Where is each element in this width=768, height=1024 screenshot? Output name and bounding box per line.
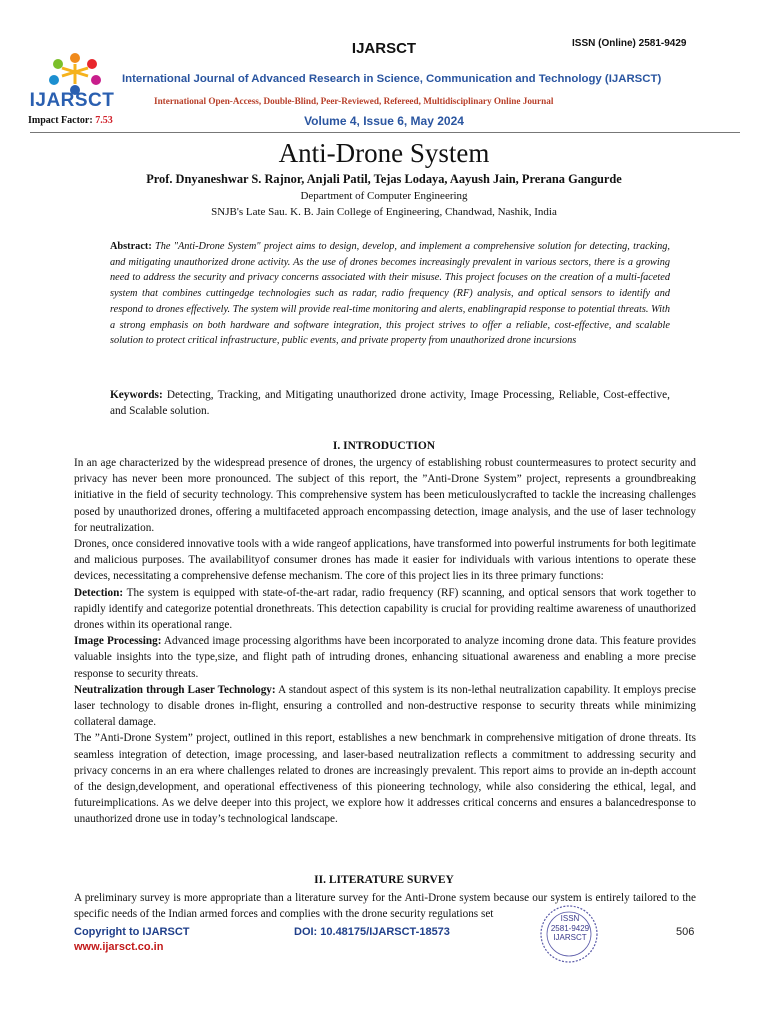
detection-paragraph: Detection: The system is equipped with state-of-the-art radar, radio frequency (RF) scanning, and optical sensors that work together to rapidly identify and categorize potential dronethreats. This detection capability is crucial for providing realtime awareness of unauthorized drones within its operational range. xyxy=(74,586,696,632)
logo-wordmark: IJARSCT xyxy=(29,90,115,111)
intro-paragraph: In an age characterized by the widespread presence of drones, the urgency of establishing robust countermeasures to protect security and privacy has never been more pronounced. The subject of this report, the ”Anti-Drone System” project, represents a groundbreaking initiative in the field of security technology. This comprehensive system has been meticulouslycrafted to tackle the increasing challenges posed by unauthorized drones, offering a multifaceted approach encompassing detection, image analysis, and the use of laser technology for neutralization. xyxy=(74,457,696,534)
abstract: Abstract: The "Anti-Drone System" project aims to design, develop, and implement a comprehensive solution for detecting, tracking, and mitigating unauthorized drone activity. As the use of drones becomes increasingly prevalent in various sectors, there is a growing need to address the security and privacy concerns associated with their misuse. This project focuses on the creation of a multi-faceted system that combines cuttingedge technologies such as radar, radio frequency (RF) analysis, and optical sensors to identify and respond to drones effectively. The system will provide real-time monitoring and alerts, enablingrapid response to potential threats. With a strong emphasis on both hardware and software integration, this project strives to offer a reliable, cost-effective, and scalable solution to protect critical infrastructure, public events, and private property from unauthorized drone incursions xyxy=(110,241,670,347)
paper-title: Anti-Drone System xyxy=(278,138,490,168)
header-divider xyxy=(30,132,740,133)
impact-factor: Impact Factor: 7.53 xyxy=(28,115,113,126)
journal-short-name: IJARSCT xyxy=(351,40,417,57)
doi-link[interactable]: DOI: 10.48175/IJARSCT-18573 xyxy=(294,926,450,938)
page-number: 506 xyxy=(676,926,695,938)
copyright-notice: Copyright to IJARSCT xyxy=(74,926,190,938)
section-heading-literature-survey: II. LITERATURE SURVEY xyxy=(314,874,454,886)
author-department: Department of Computer Engineering xyxy=(300,190,468,202)
intro-paragraph: Drones, once considered innovative tools with a wide rangeof applications, have transformed into powerful instruments for both legitimate and malicious purposes. The availabilityof consumer drones has made it easier for individuals with various intentions to operate these devices, necessitating a comprehensive defense mechanism. The core of this project lies in its three primary functions: xyxy=(74,538,696,583)
issn-label: ISSN (Online) 2581-9429 xyxy=(572,38,687,49)
seal-text: ISSN 2581-9429 IJARSCT xyxy=(550,914,590,942)
volume-issue: Volume 4, Issue 6, May 2024 xyxy=(304,114,464,128)
paper-authors: Prof. Dnyaneshwar S. Rajnor, Anjali Patil, Tejas Lodaya, Aayush Jain, Prerana Gangurde xyxy=(146,172,622,186)
journal-full-name: International Journal of Advanced Research in Science, Communication and Technology (IJARSCT) xyxy=(122,73,662,85)
keywords: Keywords: Detecting, Tracking, and Mitigating unauthorized drone activity, Image Processing, Reliable, Cost-effective, and Scalable solution. xyxy=(110,389,670,417)
intro-paragraph: The ”Anti-Drone System” project, outlined in this report, establishes a new benchmark in comprehensive mitigation of drone threats. Its seamless integration of detection, image processing, and laser-based neutralization reflects a commitment to addressing security and privacy concerns in an era where challenges related to drones are increasingly prevalent. This report aims to provide an in-depth account of the design,development, and operational effectiveness of this pioneering technology, while also considering the ethical, legal, and futureimplications. As we delve deeper into this project, we explore how it addresses critical concerns and ensures a balancedresponse to unauthorized drone use in today’s technological landscape. xyxy=(74,732,696,826)
introduction-body xyxy=(74,455,696,828)
website-link[interactable]: www.ijarsct.co.in xyxy=(74,941,164,953)
laser-paragraph: Neutralization through Laser Technology: A standout aspect of this system is its non-lethal neutralization capability. It employs precise laser technology to disable drones in-flight, ensuring a controlled and non-destructive response to security threats while minimizing collateral damage. xyxy=(74,683,696,729)
literature-paragraph: A preliminary survey is more appropriate than a literature survey for the Anti-Drone system because our system is entirely tailored to the specific needs of the Indian armed forces and complies with the drone security regulations set xyxy=(74,892,696,921)
journal-description: International Open-Access, Double-Blind, Peer-Reviewed, Refereed, Multidisciplinary Online Journal xyxy=(154,96,554,106)
image-processing-paragraph: Image Processing: Advanced image processing algorithms have been incorporated to analyze incoming drone data. This feature provides valuable insights into the type,size, and flight path of intruding drones, enhancing situational awareness and enabling a more precise response to security threats. xyxy=(74,635,696,680)
section-heading-introduction: I. INTRODUCTION xyxy=(332,440,436,452)
author-affiliation: SNJB's Late Sau. K. B. Jain College of Engineering, Chandwad, Nashik, India xyxy=(211,206,557,218)
